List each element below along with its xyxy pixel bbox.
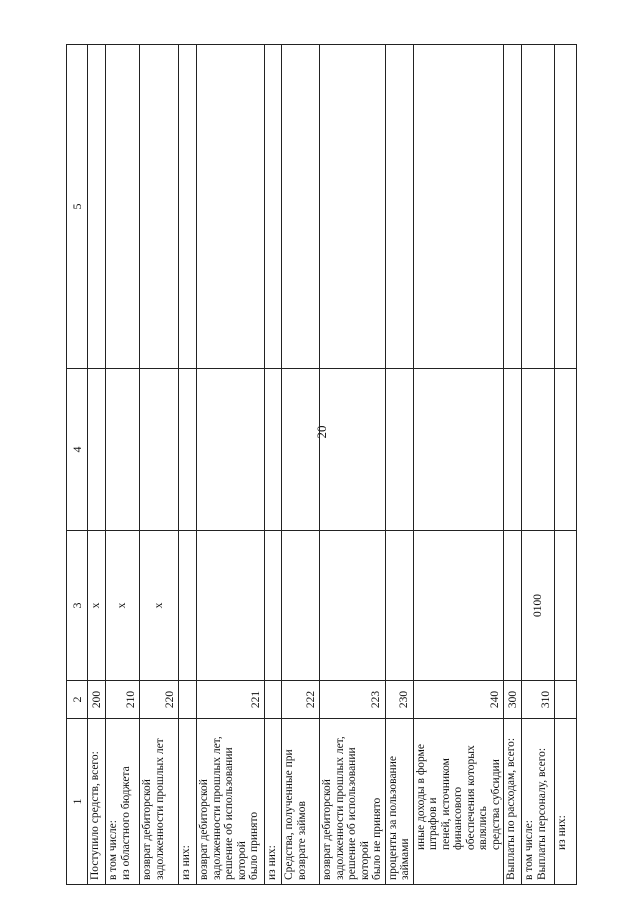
row-col5-cell [88, 45, 106, 369]
row-col4-cell [197, 369, 265, 531]
table-row [413, 45, 504, 885]
row-code-cell [179, 681, 197, 719]
row-label-cell: из них: [265, 719, 282, 885]
row-code-cell: 230 [385, 681, 413, 719]
row-label-cell: Средства, полученные при возврате займов [282, 719, 320, 885]
row-code-cell: 240 [413, 681, 504, 719]
row-col4-cell [282, 369, 320, 531]
table-row [197, 45, 265, 885]
row-col5-cell [197, 45, 265, 369]
row-col3-cell [320, 531, 386, 681]
row-col4-cell [504, 369, 522, 531]
row-col5-cell [282, 45, 320, 369]
row-col5-cell [140, 45, 179, 369]
page-number: 20 [314, 425, 329, 439]
row-col4-cell [385, 369, 413, 531]
row-col4-cell [140, 369, 179, 531]
row-col3-cell [282, 531, 320, 681]
row-code-cell: 310 [522, 681, 555, 719]
row-col4-cell [179, 369, 197, 531]
row-col3-cell [265, 531, 282, 681]
row-code-cell [555, 681, 577, 719]
row-code-cell: 200 [88, 681, 106, 719]
row-col5-cell [265, 45, 282, 369]
header-cell: 1 [67, 719, 88, 885]
row-col4-cell [265, 369, 282, 531]
row-col4-cell [320, 369, 386, 531]
row-col3-cell [555, 531, 577, 681]
row-col4-cell [413, 369, 504, 531]
row-code-cell: 221 [197, 681, 265, 719]
row-col5-cell [413, 45, 504, 369]
table-row [140, 45, 179, 885]
row-code-cell: 300 [504, 681, 522, 719]
row-label-cell: Поступило средств, всего: [88, 719, 106, 885]
table-row [106, 45, 140, 885]
row-label-cell: из них: [555, 719, 577, 885]
row-col4-cell [106, 369, 140, 531]
table-row [320, 45, 386, 885]
table-header-row [67, 45, 88, 885]
row-col3-cell: x [106, 531, 140, 681]
row-col3-cell [413, 531, 504, 681]
table-row [504, 45, 522, 885]
rotated-table-container [66, 45, 586, 885]
row-code-cell: 210 [106, 681, 140, 719]
row-col5-cell [320, 45, 386, 369]
table-row [385, 45, 413, 885]
row-col3-cell [179, 531, 197, 681]
row-col5-cell [504, 45, 522, 369]
row-label-cell: возврат дебиторской задолженности прошлых лет, решение об использовании которой было не принято [320, 719, 386, 885]
row-col5-cell [106, 45, 140, 369]
row-code-cell: 220 [140, 681, 179, 719]
row-label-cell: в том числе: Выплаты персоналу, всего: [522, 719, 555, 885]
row-col4-cell [88, 369, 106, 531]
row-col3-cell [504, 531, 522, 681]
row-label-cell: из них: [179, 719, 197, 885]
row-label-cell: проценты за пользование займами [385, 719, 413, 885]
row-label-cell: возврат дебиторской задолженности прошлых лет [140, 719, 179, 885]
row-col4-cell [555, 369, 577, 531]
table-row [265, 45, 282, 885]
row-code-cell [265, 681, 282, 719]
row-col3-cell [197, 531, 265, 681]
row-col5-cell [555, 45, 577, 369]
table-row [282, 45, 320, 885]
row-label-cell: возврат дебиторской задолженности прошлых лет, решение об использовании которой было принято [197, 719, 265, 885]
row-code-cell: 223 [320, 681, 386, 719]
row-label-cell: Выплаты по расходам, всего: [504, 719, 522, 885]
row-col5-cell [522, 45, 555, 369]
row-col3-cell: 0100 [522, 531, 555, 681]
header-cell: 2 [67, 681, 88, 719]
table-row [555, 45, 577, 885]
header-cell: 3 [67, 531, 88, 681]
row-col3-cell: x [140, 531, 179, 681]
row-code-cell: 222 [282, 681, 320, 719]
row-col4-cell [522, 369, 555, 531]
header-cell: 5 [67, 45, 88, 369]
table-row [522, 45, 555, 885]
row-label-cell: иные доходы в форме штрафов и пеней, источником финансового обеспечения которых являлись средства субсидии [413, 719, 504, 885]
financial-table [66, 44, 577, 885]
row-col5-cell [179, 45, 197, 369]
header-cell: 4 [67, 369, 88, 531]
row-col3-cell [385, 531, 413, 681]
row-col5-cell [385, 45, 413, 369]
row-col3-cell: x [88, 531, 106, 681]
table-row [179, 45, 197, 885]
table-row [88, 45, 106, 885]
row-label-cell: в том числе: из областного бюджета [106, 719, 140, 885]
